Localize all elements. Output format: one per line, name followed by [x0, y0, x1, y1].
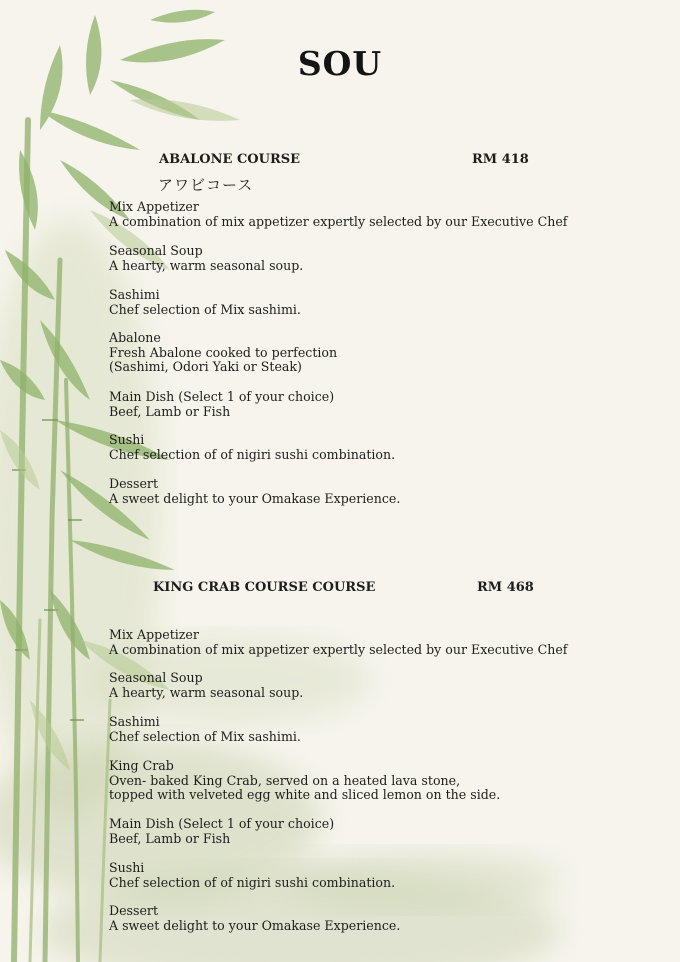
menu-item-description: Fresh Abalone cooked to perfection	[109, 344, 338, 360]
menu-item-name: Main Dish (Select 1 of your choice)	[109, 389, 335, 404]
menu-item-description: A hearty, warm seasonal soup.	[109, 684, 304, 700]
menu-item	[109, 759, 500, 803]
menu-item	[109, 200, 567, 229]
menu-item-name: Sushi	[109, 860, 145, 875]
course-price: RM 468	[477, 580, 534, 595]
menu-item	[109, 477, 400, 506]
menu-item	[109, 715, 301, 744]
menu-item-name: Mix Appetizer	[109, 199, 199, 214]
menu-item-name: Sashimi	[109, 287, 160, 302]
menu-item-description: Chef selection of Mix sashimi.	[109, 301, 301, 317]
menu-item	[109, 628, 567, 657]
menu-item-name: Abalone	[109, 330, 161, 345]
menu-item	[109, 817, 334, 846]
menu-item-name: Seasonal Soup	[109, 243, 203, 258]
menu-item-description: Chef selection of of nigiri sushi combination.	[109, 446, 396, 462]
menu-item-description: Chef selection of Mix sashimi.	[109, 728, 301, 744]
menu-item-description: A sweet delight to your Omakase Experience.	[109, 490, 401, 506]
menu-item-description: Beef, Lamb or Fish	[109, 403, 231, 419]
menu-item-description: A sweet delight to your Omakase Experience.	[109, 917, 401, 933]
menu-item	[109, 433, 395, 462]
menu-item	[109, 244, 303, 273]
menu-item-description: A hearty, warm seasonal soup.	[109, 257, 304, 273]
course-title: ABALONE COURSE	[159, 152, 301, 167]
menu-item	[109, 288, 301, 317]
menu-item-name: Sashimi	[109, 714, 160, 729]
menu-item-name: King Crab	[109, 758, 174, 773]
menu-item	[109, 904, 400, 933]
menu-item-description: Beef, Lamb or Fish	[109, 830, 231, 846]
menu-item-description: A combination of mix appetizer expertly selected by our Executive Chef	[109, 213, 568, 229]
course-title: KING CRAB COURSE COURSE	[153, 580, 376, 595]
menu-item-description: Oven- baked King Crab, served on a heated lava stone,	[109, 772, 461, 788]
restaurant-title: SOU	[297, 44, 383, 83]
menu-item-name: Main Dish (Select 1 of your choice)	[109, 816, 335, 831]
course-price: RM 418	[472, 152, 529, 167]
menu-item	[109, 390, 334, 419]
menu-item-description: Chef selection of of nigiri sushi combination.	[109, 874, 396, 890]
menu-item-name: Seasonal Soup	[109, 670, 203, 685]
menu-item-description: topped with velveted egg white and sliced lemon on the side.	[109, 787, 501, 803]
menu-item	[109, 671, 303, 700]
menu-item	[109, 861, 395, 890]
menu-item-name: Mix Appetizer	[109, 627, 199, 642]
menu-item-name: Sushi	[109, 432, 145, 447]
menu-item-description: (Sashimi, Odori Yaki or Steak)	[109, 359, 302, 375]
course-subtitle-jp: アワビコース	[158, 176, 254, 194]
menu-item-name: Dessert	[109, 476, 159, 491]
menu-item-description: A combination of mix appetizer expertly selected by our Executive Chef	[109, 641, 568, 657]
menu-item	[109, 331, 337, 375]
menu-item-name: Dessert	[109, 903, 159, 918]
